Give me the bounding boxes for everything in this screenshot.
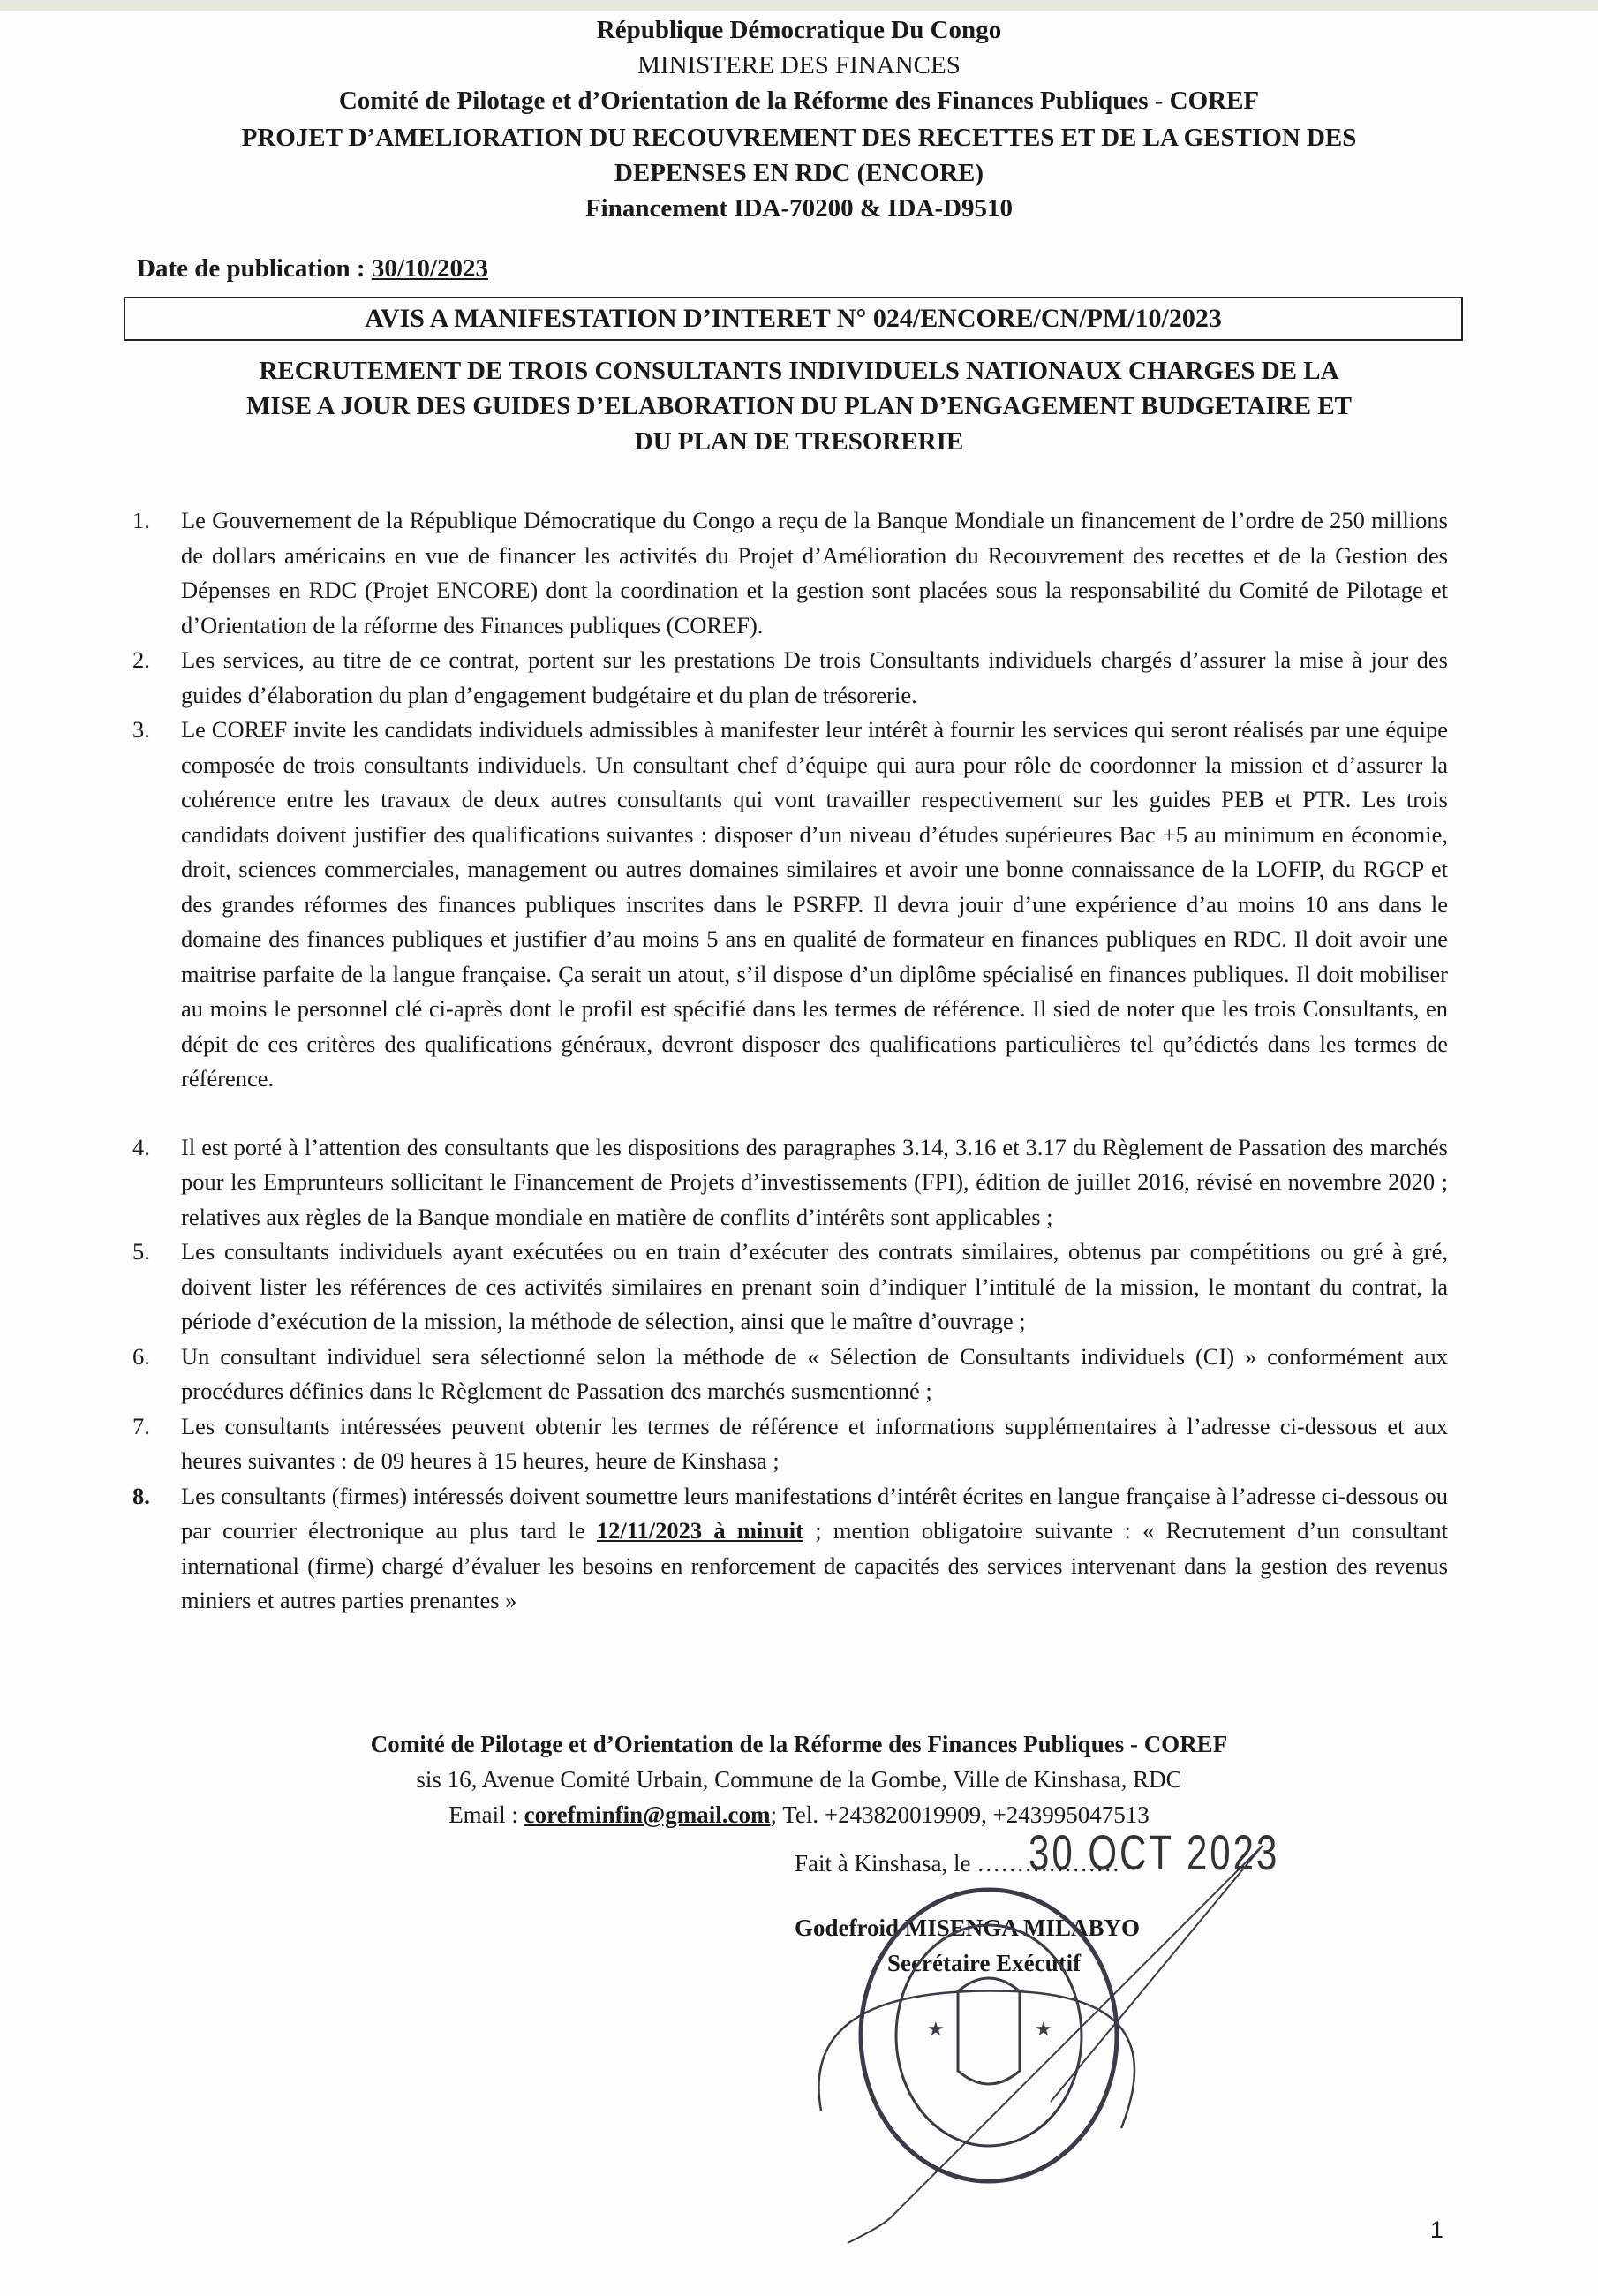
email-label: Email : bbox=[448, 1801, 524, 1828]
footer-org: Comité de Pilotage et d’Orientation de la Réforme des Finances Publiques - COREF bbox=[370, 1731, 1228, 1757]
official-stamp-and-signature bbox=[786, 1837, 1315, 2296]
coat-of-arms-icon bbox=[958, 1978, 1020, 2084]
paragraph-text bbox=[181, 1479, 1448, 1619]
signatory-name: Godefroid MISENGA MILABYO bbox=[795, 1915, 1141, 1941]
paragraph-text: Le Gouvernement de la République Démocratique du Congo a reçu de la Banque Mondiale un financement de l’ordre de 250 millions de dollars américains en vue de financer les activités du Projet d’Amélioration du Recouvrement des recettes et de la Gestion des Dépenses en RDC (Projet ENCORE) dont la coordination et la gestion sont placées sous la responsabilité du Comité de Pilotage et d’Orientation de la réforme des Finances publiques (COREF). bbox=[181, 507, 1448, 638]
paragraph-text: Les services, au titre de ce contrat, portent sur les prestations De trois Consultants individuels chargés d’assurer la mise à jour des guides d’élaboration du plan d’engagement budgétaire et du plan de trésorerie. bbox=[181, 646, 1448, 708]
recruitment-title bbox=[132, 353, 1466, 459]
paragraph-number: 5. bbox=[132, 1238, 150, 1265]
signature-place: Fait à Kinshasa, le ……………… bbox=[795, 1850, 1120, 1877]
phone-numbers: ; Tel. +243820019909, +243995047513 bbox=[770, 1801, 1150, 1828]
paragraph-text: Le COREF invite les candidats individuels admissibles à manifester leur intérêt à fournir les services qui seront réalisés par une équipe composée de trois consultants individuels. Un consultant chef d’équipe qui aura pour rôle de coordonner la mission et d’assurer la cohérence entre les travaux de deux autres consultants qui vont travailler respectivement sur les guides PEB et PTR. Les trois candidats doivent justifier des qualifications suivantes : disposer d’un niveau d’études supérieures Bac +5 au minimum en économie, droit, sciences commerciales, management ou autres domaines similaires et avoir une bonne connaissance de la LOFIP, du RGCP et des grandes réformes des finances publiques inscrites dans le PSRFP. Il devra jouir d’une expérience d’au moins 10 ans dans le domaine des finances publiques et justifier d’au moins 5 ans en qualité de formateur en finances publiques en RDC. Il doit avoir une maitrise parfaite de la langue française. Ça serait un atout, s’il dispose d’un diplôme spécialisé en finances publiques. Il doit mobiliser au moins le personnel clé ci-après dont le profil est spécifié dans les termes de référence. Il sied de noter que les trois Consultants, en dépit de ces critères des qualifications généraux, devront disposer des qualifications particulières tel qu’édictés dans les termes de référence. bbox=[181, 716, 1448, 1091]
paragraph-text: Un consultant individuel sera sélectionné selon la méthode de « Sélection de Consultants individuels (CI) » conformément aux procédures définies dans le Règlement de Passation des marchés susmentionné ; bbox=[181, 1342, 1448, 1404]
recruitment-title-line: MISE A JOUR DES GUIDES D’ELABORATION DU PLAN D’ENGAGEMENT BUDGETAIRE ET bbox=[245, 392, 1353, 420]
publication-label: Date de publication : bbox=[137, 254, 372, 283]
signatory-title: Secrétaire Exécutif bbox=[887, 1950, 1082, 1976]
paragraph bbox=[132, 1235, 1448, 1340]
deadline: 12/11/2023 à minuit bbox=[596, 1517, 803, 1544]
header-ministry: MINISTERE DES FINANCES bbox=[637, 51, 961, 79]
paragraph-text: Les consultants individuels ayant exécutées ou en train d’exécuter des contrats similaires, obtenus par compétitions ou gré à gré, doivent lister les références de ces activités similaires en prenant soin d’indiquer l’intitulé de la mission, le montant du contrat, la période d’exécution de la mission, la méthode de sélection, ainsi que le maître d’ouvrage ; bbox=[181, 1238, 1448, 1334]
scan-edge bbox=[0, 0, 1598, 11]
paragraph bbox=[132, 1130, 1448, 1235]
publication-date bbox=[137, 254, 488, 283]
footer-address bbox=[0, 1726, 1598, 1832]
paragraph-number: 4. bbox=[132, 1133, 150, 1160]
paragraph bbox=[132, 1409, 1448, 1479]
header-country: République Démocratique Du Congo bbox=[596, 16, 1002, 44]
date-stamp: 30 OCT 2023 bbox=[1029, 1824, 1280, 1880]
paragraph bbox=[132, 1340, 1448, 1409]
footer-contact bbox=[0, 1797, 1598, 1832]
paragraph-number: 6. bbox=[132, 1342, 150, 1370]
paragraph-list bbox=[132, 503, 1448, 1619]
footer-street: sis 16, Avenue Comité Urbain, Commune de la Gombe, Ville de Kinshasa, RDC bbox=[416, 1766, 1182, 1793]
header-funding: Financement IDA-70200 & IDA-D9510 bbox=[584, 194, 1014, 223]
header-project-1: PROJET D’AMELIORATION DU RECOUVREMENT DES RECETTES ET DE LA GESTION DES bbox=[241, 124, 1357, 152]
email-link[interactable]: corefminfin@gmail.com bbox=[524, 1801, 771, 1828]
header-committee: Comité de Pilotage et d’Orientation de la Réforme des Finances Publiques - COREF bbox=[338, 87, 1260, 115]
paragraph bbox=[132, 503, 1448, 643]
paragraph-text: Il est porté à l’attention des consultants que les dispositions des paragraphes 3.14, 3.16 et 3.17 du Règlement de Passation des marchés pour les Emprunteurs sollicitant le Financement de Projets d’investissements (FPI), édition de juillet 2016, révisé en novembre 2020 ; relatives aux règles de la Banque mondiale en matière de conflits d’intérêts sont applicables ; bbox=[181, 1133, 1448, 1230]
paragraph-number: 1. bbox=[132, 507, 150, 533]
paragraph-text-part: ; mention obligatoire suivante : « Recrutement d’un consultant international (firme) chargé d’évaluer les besoins en renforcement de capacités des services intervenant dans la gestion des revenus miniers et autres parties prenantes » bbox=[181, 1517, 1448, 1613]
paragraph-number: 8. bbox=[132, 1482, 150, 1509]
signature-stroke bbox=[818, 1990, 1134, 2128]
paragraph-number: 2. bbox=[132, 646, 150, 673]
stamp-star-icon: ★ bbox=[927, 2018, 945, 2040]
paragraph-number: 7. bbox=[132, 1412, 150, 1439]
paragraph-text: Les consultants intéressées peuvent obtenir les termes de référence et informations supplémentaires à l’adresse ci-dessous et aux heures suivantes : de 09 heures à 15 heures, heure de Kinshasa ; bbox=[181, 1412, 1448, 1474]
paragraph bbox=[132, 643, 1448, 713]
paragraph bbox=[132, 713, 1448, 1097]
paragraph-text-part: Les consultants (firmes) intéressés doivent soumettre leurs manifestations d’intérêt écrites en langue française à l’adresse ci-dessous ou par courrier électronique au plus tard le bbox=[181, 1482, 1448, 1544]
recruitment-title-line: RECRUTEMENT DE TROIS CONSULTANTS INDIVIDUELS NATIONAUX CHARGES DE LA bbox=[259, 357, 1339, 385]
header-project-2: DEPENSES EN RDC (ENCORE) bbox=[614, 159, 984, 187]
paragraph-number: 3. bbox=[132, 716, 150, 743]
page-number: 1 bbox=[1430, 2217, 1444, 2243]
publication-date-value: 30/10/2023 bbox=[371, 254, 488, 283]
paragraph bbox=[132, 1479, 1448, 1619]
notice-title: AVIS A MANIFESTATION D’INTERET N° 024/ENCORE/CN/PM/10/2023 bbox=[124, 297, 1463, 341]
stamp-star-icon: ★ bbox=[1035, 2018, 1052, 2040]
signature-stroke bbox=[848, 1846, 1263, 2243]
recruitment-title-line: DU PLAN DE TRESORERIE bbox=[634, 427, 964, 456]
